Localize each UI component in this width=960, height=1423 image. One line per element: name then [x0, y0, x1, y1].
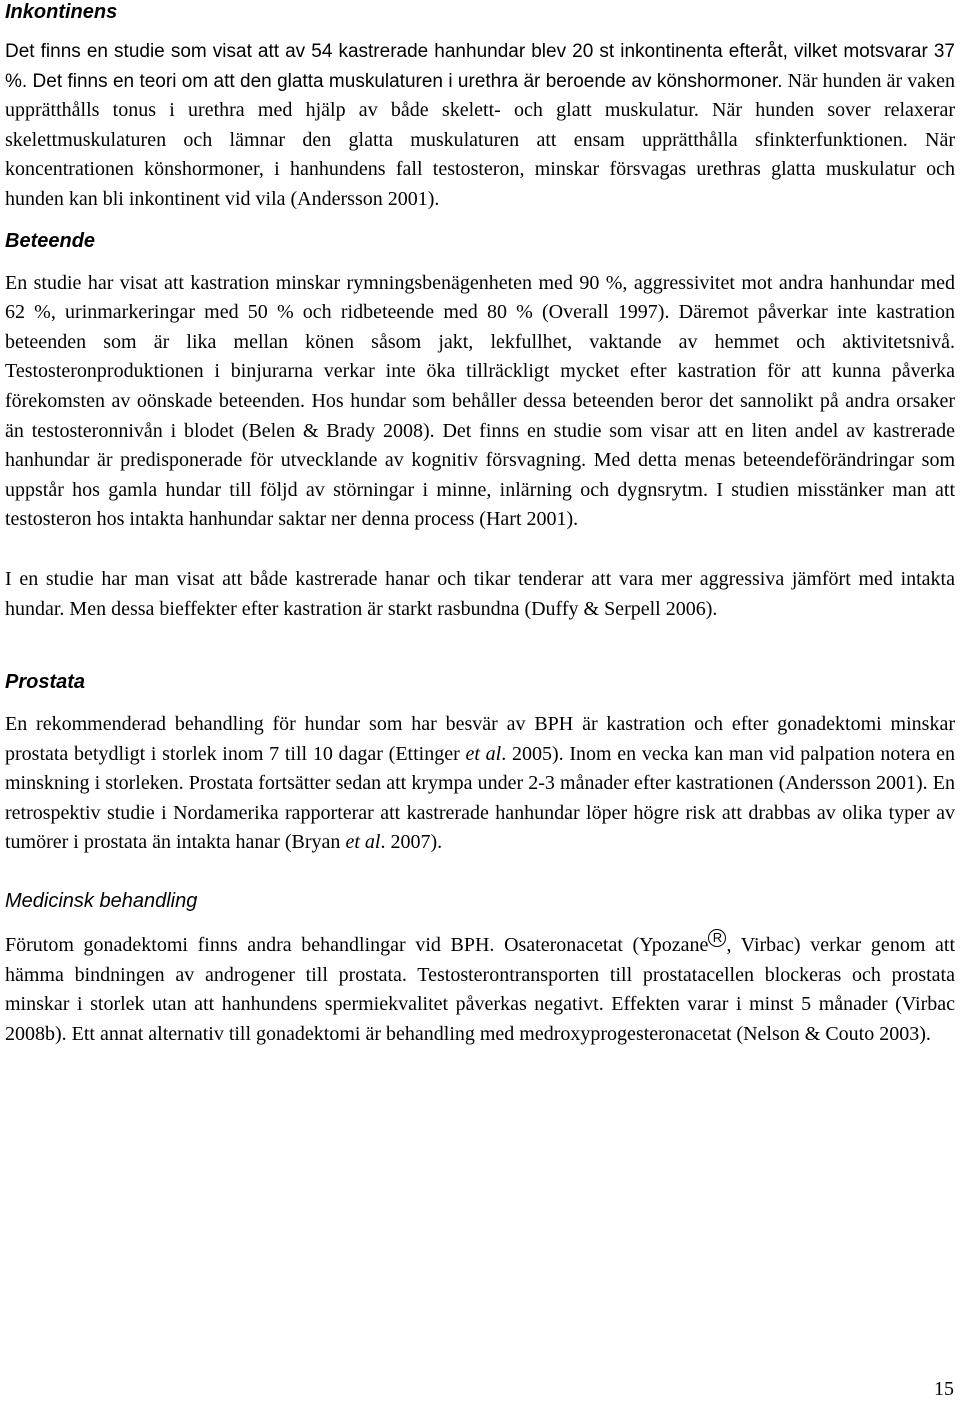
- document-page: [5, 0, 955, 1049]
- paragraph-inkontinens-part-a: Det finns en studie som visat att av 54 kastrerade hanhundar blev 20 st inkontinenta efteråt, vilket motsvarar 37 %. Det finns en teori om att den glatta muskulaturen i urethra är beroende av könshormoner.: [5, 41, 955, 92]
- paragraph-beteende-1: En studie har visat att kastration minskar rymningsbenägenheten med 90 %, aggressivitet mot andra hanhundar med 62 %, urinmarkeringar med 50 % och ridbeteende med 80 % (Overall 1997). Däremot påverkar inte kastration beteenden som är lika mellan könen såsom jakt, lekfullhet, vaktande av hemmet och aktivitetsnivå. Testosteronproduktionen i binjurarna verkar inte öka tillräckligt mycket efter kastration för att kunna påverka förekomsten av oönskade beteenden. Hos hundar som behåller dessa beteenden beror det sannolikt på andra orsaker än testosteronnivån i blodet (Belen & Brady 2008). Det finns en studie som visar att en liten andel av kastrerade hanhundar är predisponerade för utvecklande av kognitiv försvagning. Med detta menas beteendeförändringar som uppstår hos gamla hundar till följd av störningar i minne, inlärning och dygnsrytm. I studien misstänker man att testosteron hos intakta hanhundar saktar ner denna process (Hart 2001).: [5, 271, 955, 531]
- registered-trademark-symbol: R: [708, 929, 726, 947]
- paragraph-medicinsk-text-1: Förutom gonadektomi finns andra behandlingar vid BPH. Osateronacetat (Ypozane: [5, 934, 709, 957]
- page-number: 15: [934, 1378, 954, 1400]
- paragraph-medicinsk-behandling: [5, 929, 955, 1049]
- paragraph-beteende-2: I en studie har man visat att både kastrerade hanar och tikar tenderar att vara mer aggressiva jämfört med intakta hundar. Men dessa bieffekter efter kastration är starkt rasbundna (Duffy & Serpell 2006).: [5, 567, 955, 620]
- section-title-inkontinens: Inkontinens: [5, 1, 118, 23]
- paragraph-prostata: [5, 710, 955, 858]
- paragraph-inkontinens: [5, 37, 955, 215]
- paragraph-medicinsk-text-2: , Virbac) verkar genom att hämma bindningen av androgener till prostata. Testosterontransporten till prostatacellen blockeras och prostata minskar i storlek utan att hanhundens spermiekvalitet påverkas negativt. Effekten varar i minst 5 månader (Virbac 2008b). Ett annat alternativ till gonadektomi är behandling med medroxyprogesteronacetat (Nelson & Couto 2003).: [5, 934, 955, 1045]
- section-title-prostata: Prostata: [5, 671, 86, 694]
- et-al-italic-1: et al: [465, 742, 502, 765]
- paragraph-prostata-text-3: . 2007).: [380, 831, 443, 854]
- section-title-beteende: Beteende: [5, 229, 96, 252]
- paragraph-inkontinens-part-b: När hunden är vaken upprätthålls tonus i urethra med hjälp av både skelett- och glatt muskulatur. När hunden sover relaxerar skelettmuskulaturen och lämnar den glatta muskulaturen att ensam upprätthålla sfinkterfunktionen. När koncentrationen könshormoner, i hanhundens fall testosteron, minskar försvagas urethras glatta muskulatur och hunden kan bli inkontinent vid vila (Andersson 2001).: [5, 69, 955, 210]
- section-title-medicinsk-behandling: Medicinsk behandling: [5, 890, 198, 913]
- paragraph-prostata-text-1: En rekommenderad behandling för hundar som har besvär av BPH är kastration och efter gonadektomi minskar prostata betydligt i storlek inom 7 till 10 dagar (Ettinger: [5, 713, 955, 765]
- et-al-italic-2: et al: [345, 831, 381, 854]
- paragraph-prostata-text-2: . 2005). Inom en vecka kan man vid palpation notera en minskning i storleken. Prostata fortsätter sedan att krympa under 2-3 månader efter kastrationen (Andersson 2001). En retrospektiv studie i Nordamerika rapporterar att kastrerade hanhundar löper högre risk att drabbas av olika typer av tumörer i prostata än intakta hanar (Bryan: [5, 742, 955, 854]
